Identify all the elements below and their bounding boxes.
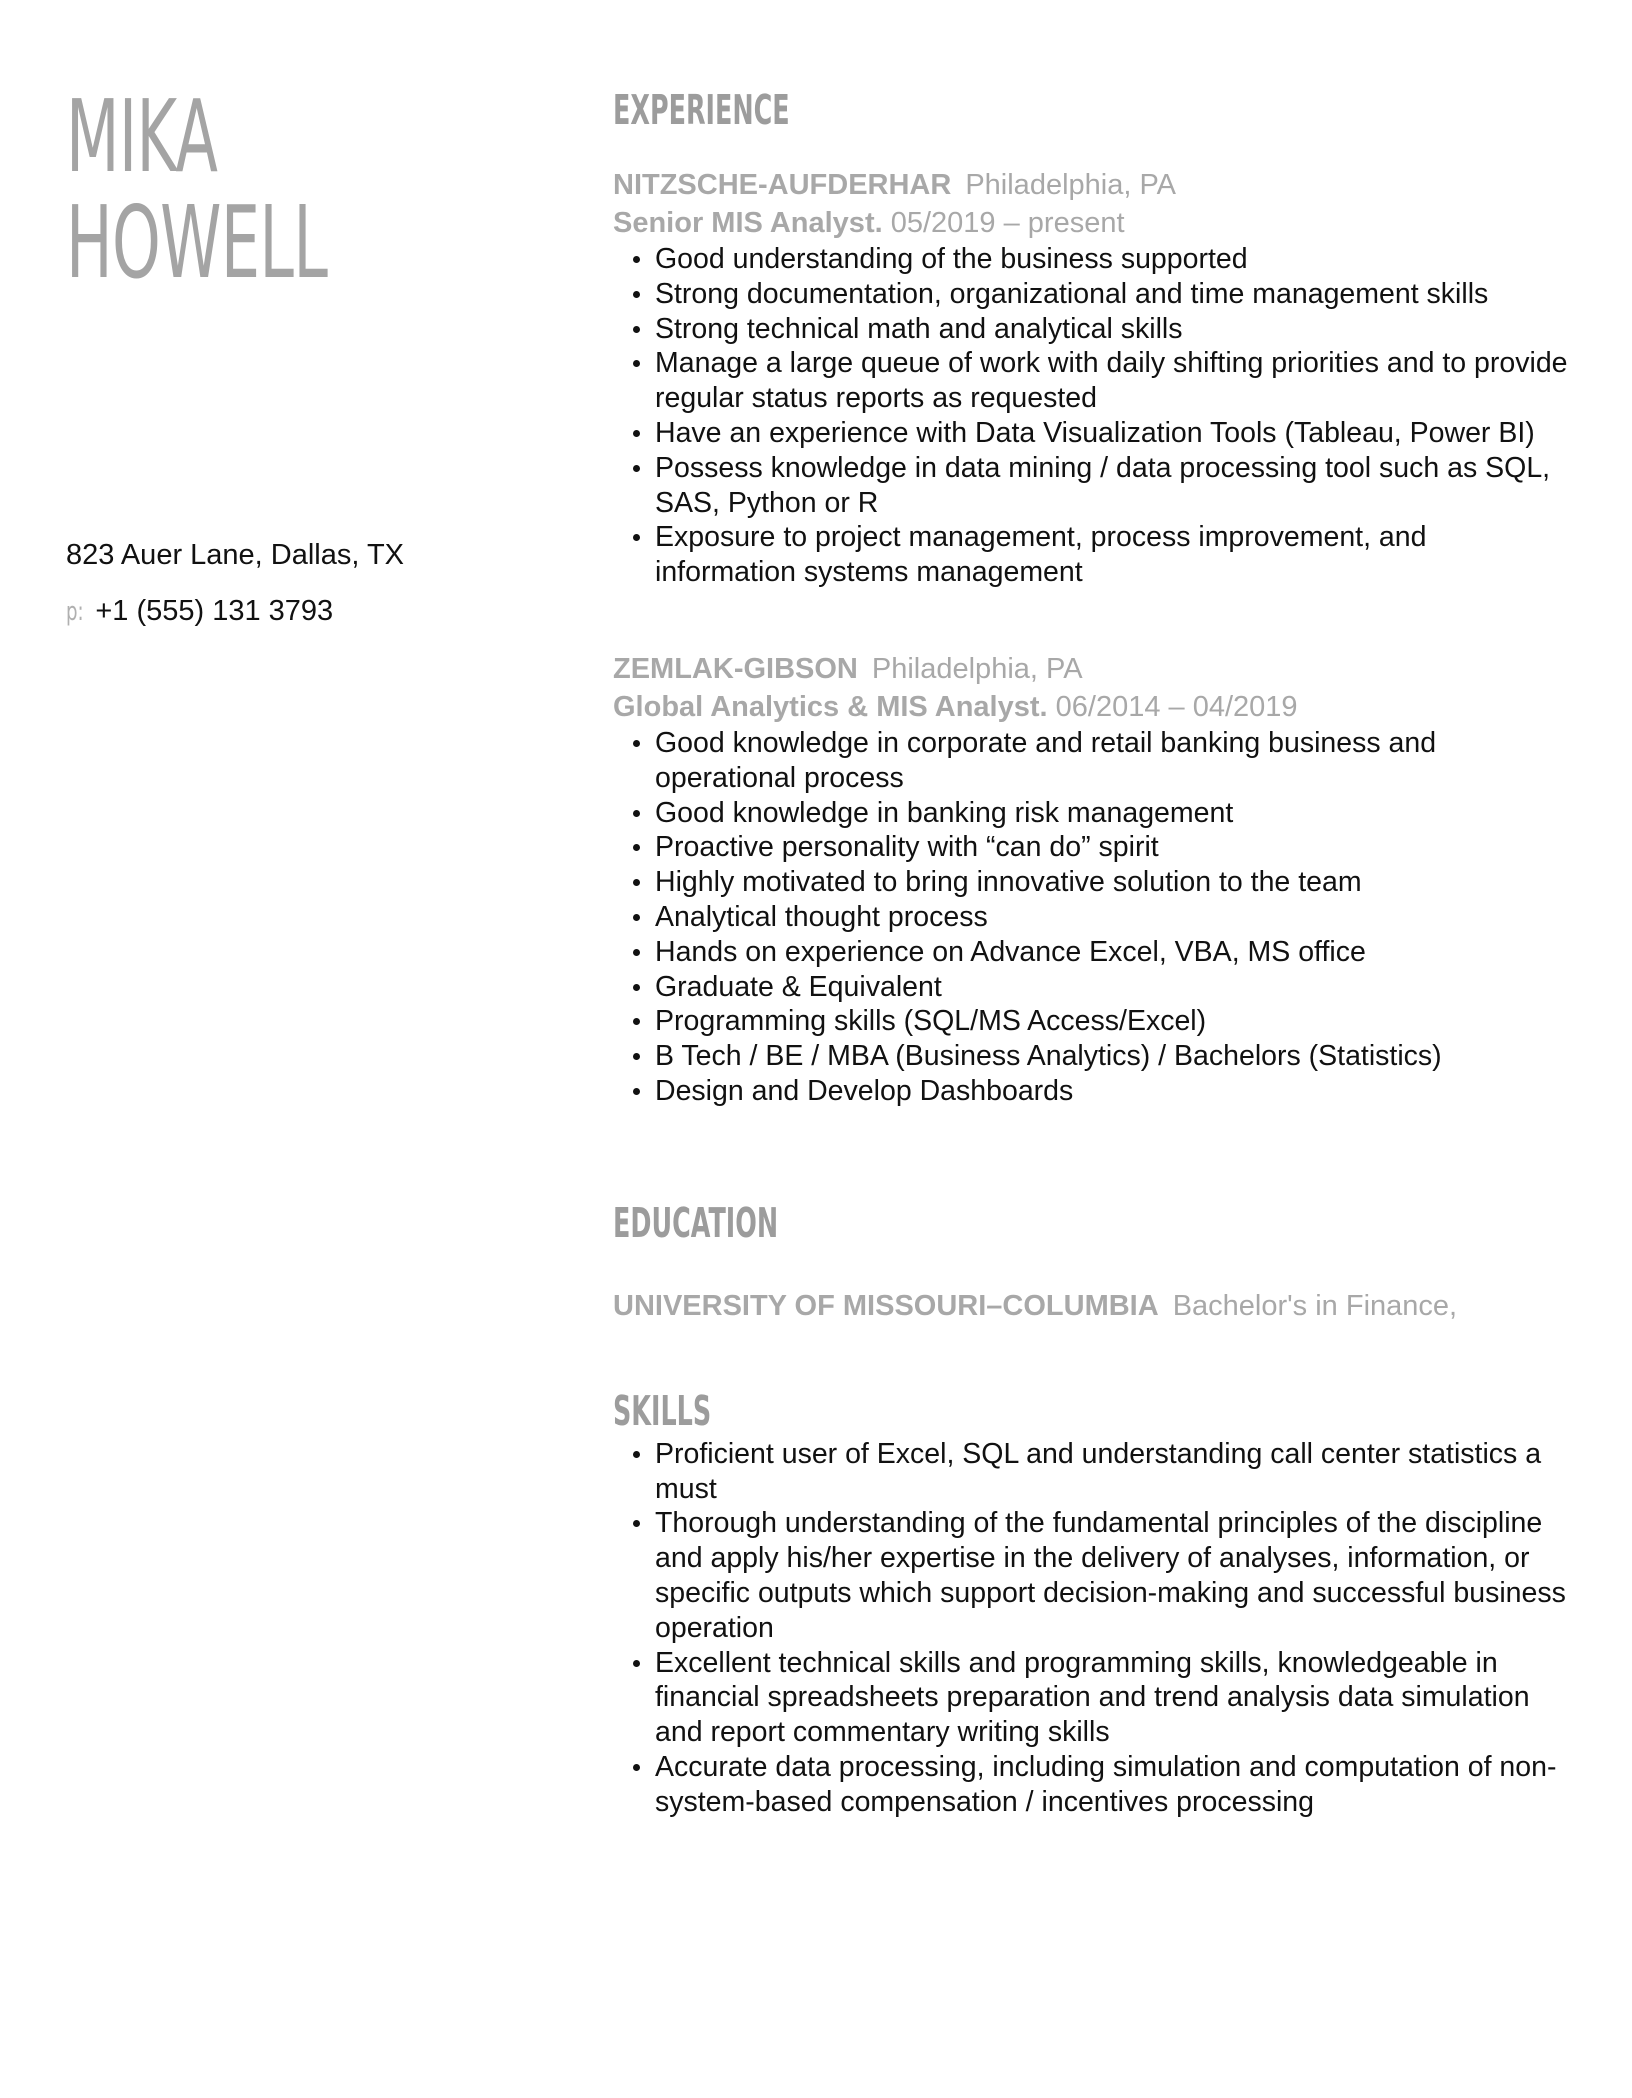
skills-list: [613, 1437, 1573, 1820]
job-location: Philadelphia, PA: [871, 652, 1083, 685]
list-item: Analytical thought process: [655, 900, 1573, 935]
list-item: Graduate & Equivalent: [655, 970, 1573, 1005]
job-title-line: [613, 204, 1573, 242]
first-name: MIKA: [66, 78, 218, 195]
list-item: B Tech / BE / MBA (Business Analytics) / Bachelors (Statistics): [655, 1039, 1573, 1074]
job-dates: 06/2014 – 04/2019: [1055, 690, 1298, 723]
skills-title: SKILLS: [613, 1386, 712, 1435]
job-bullets: [613, 242, 1573, 590]
job-entry-2: [613, 650, 1573, 1109]
job-entry-1: [613, 166, 1573, 590]
list-item: Excellent technical skills and programming skills, knowledgeable in financial spreadsheets preparation and trend analysis data simulation and report commentary writing skills: [655, 1646, 1573, 1750]
list-item: Possess knowledge in data mining / data processing tool such as SQL, SAS, Python or R: [655, 451, 1573, 521]
phone-number: +1 (555) 131 3793: [95, 595, 334, 627]
company-name: ZEMLAK-GIBSON: [613, 652, 858, 685]
contact-block: [66, 538, 546, 629]
last-name: HOWELL: [66, 184, 328, 301]
job-bullets: [613, 726, 1573, 1109]
job-dates: 05/2019 – present: [890, 207, 1125, 239]
job-header: [613, 650, 1573, 688]
left-column: [66, 78, 546, 651]
job-location: Philadelphia, PA: [965, 169, 1176, 201]
list-item: Good knowledge in banking risk management: [655, 796, 1573, 831]
list-item: Proficient user of Excel, SQL and understanding call center statistics a must: [655, 1437, 1573, 1507]
list-item: Highly motivated to bring innovative solution to the team: [655, 865, 1573, 900]
job-title-line: [613, 688, 1573, 726]
list-item: Good knowledge in corporate and retail banking business and operational process: [655, 726, 1573, 796]
list-item: Proactive personality with “can do” spirit: [655, 830, 1573, 865]
experience-title: EXPERIENCE: [613, 86, 790, 134]
list-item: Accurate data processing, including simulation and computation of non-system-based compensation / incentives processing: [655, 1750, 1573, 1820]
list-item: Good understanding of the business supported: [655, 242, 1573, 277]
list-item: Strong technical math and analytical skills: [655, 312, 1573, 347]
job-title: Senior MIS Analyst.: [613, 207, 883, 239]
phone-prefix: p:: [66, 597, 84, 627]
list-item: Exposure to project management, process improvement, and information systems management: [655, 520, 1573, 590]
list-item: Hands on experience on Advance Excel, VBA, MS office: [655, 935, 1573, 970]
education-entry: [613, 1287, 1573, 1325]
list-item: Have an experience with Data Visualization Tools (Tableau, Power BI): [655, 416, 1573, 451]
list-item: Manage a large queue of work with daily shifting priorities and to provide regular status reports as requested: [655, 346, 1573, 416]
company-name: NITZSCHE-AUFDERHAR: [613, 169, 952, 201]
list-item: Design and Develop Dashboards: [655, 1074, 1573, 1109]
list-item: Programming skills (SQL/MS Access/Excel): [655, 1004, 1573, 1039]
school-name: UNIVERSITY OF MISSOURI–COLUMBIA: [613, 1289, 1159, 1322]
job-title: Global Analytics & MIS Analyst.: [613, 690, 1048, 723]
job-header: [613, 166, 1573, 204]
education-title: EDUCATION: [613, 1198, 779, 1247]
phone-line: [66, 594, 546, 629]
degree: Bachelor's in Finance,: [1172, 1289, 1458, 1322]
right-column: [613, 84, 1573, 1820]
list-item: Thorough understanding of the fundamental principles of the discipline and apply his/her expertise in the delivery of analyses, information, or specific outputs which support decision-making and successful business operation: [655, 1506, 1573, 1645]
list-item: Strong documentation, organizational and time management skills: [655, 277, 1573, 312]
address: 823 Auer Lane, Dallas, TX: [66, 539, 405, 571]
